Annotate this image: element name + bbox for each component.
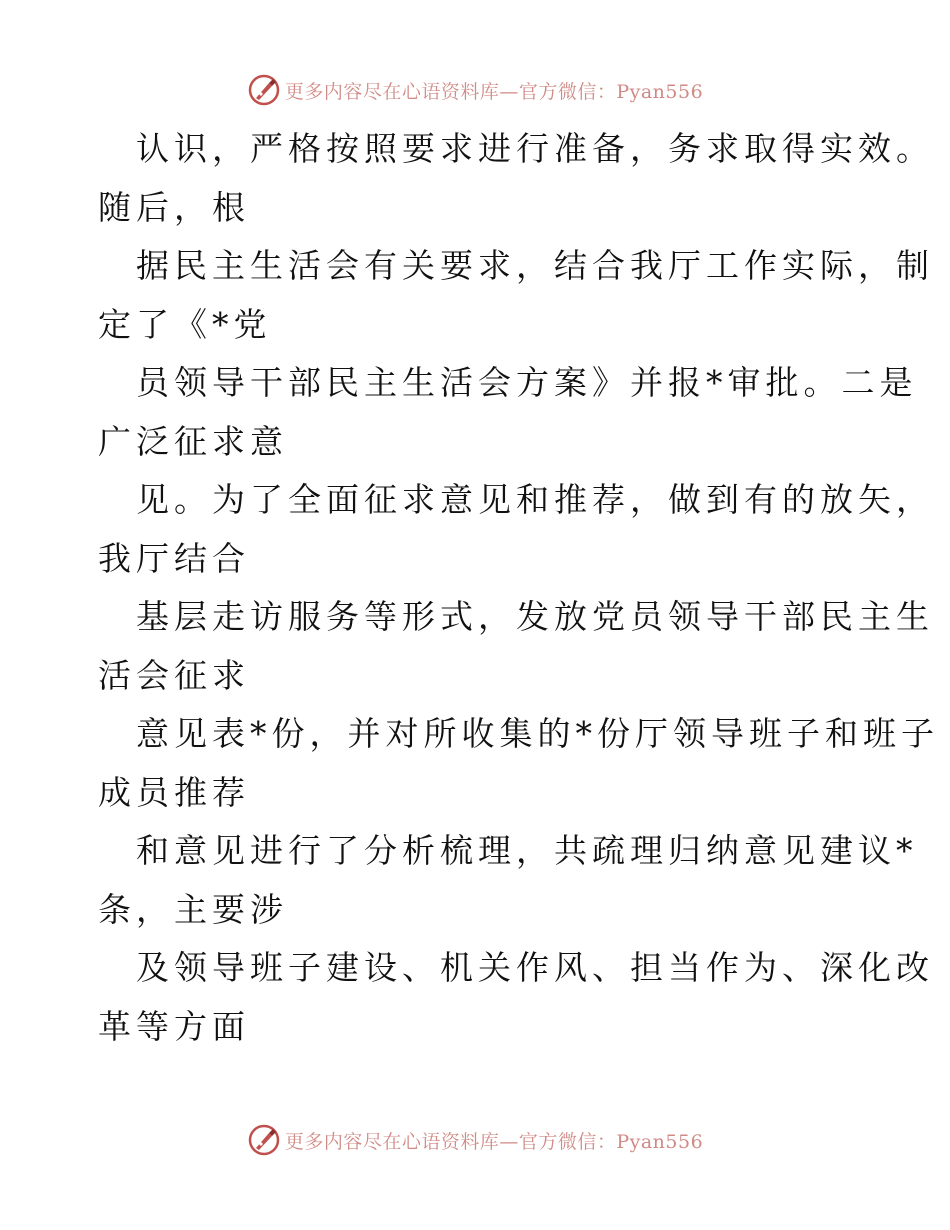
document-body (98, 120, 939, 1056)
body-line: 据民主生活会有关要求，结合我厅工作实际，制 (136, 246, 934, 285)
body-line: 成员推荐 (98, 772, 250, 812)
pen-nib-logo-icon (247, 73, 281, 107)
footer-banner-text: 更多内容尽在心语资料库—官方微信：Pyan556 (284, 1130, 704, 1153)
footer-banner (0, 1120, 950, 1160)
header-banner-text: 更多内容尽在心语资料库—官方微信：Pyan556 (284, 80, 704, 103)
body-line: 革等方面 (98, 1006, 250, 1046)
body-line: 条，主要涉 (98, 889, 288, 929)
body-line: 广泛征求意 (98, 421, 288, 461)
body-line: 定了《*党 (98, 304, 272, 344)
body-line: 活会征求 (98, 655, 250, 695)
body-line: 见。为了全面征求意见和推荐，做到有的放矢， (136, 480, 934, 519)
body-line: 及领导班子建设、机关作风、担当作为、深化改 (136, 948, 934, 987)
body-line: 员领导干部民主生活会方案》并报*审批。二是 (136, 363, 918, 402)
body-line: 意见表*份，并对所收集的*份厅领导班子和班子 (136, 714, 939, 753)
pen-nib-logo-icon (247, 1123, 281, 1157)
body-line: 基层走访服务等形式，发放党员领导干部民主生 (136, 597, 934, 636)
header-banner (0, 70, 950, 110)
body-line: 我厅结合 (98, 538, 250, 578)
body-line: 和意见进行了分析梳理，共疏理归纳意见建议* (136, 831, 918, 870)
body-line: 认识，严格按照要求进行准备，务求取得实效。 (136, 129, 934, 168)
body-line: 随后，根 (98, 187, 250, 227)
